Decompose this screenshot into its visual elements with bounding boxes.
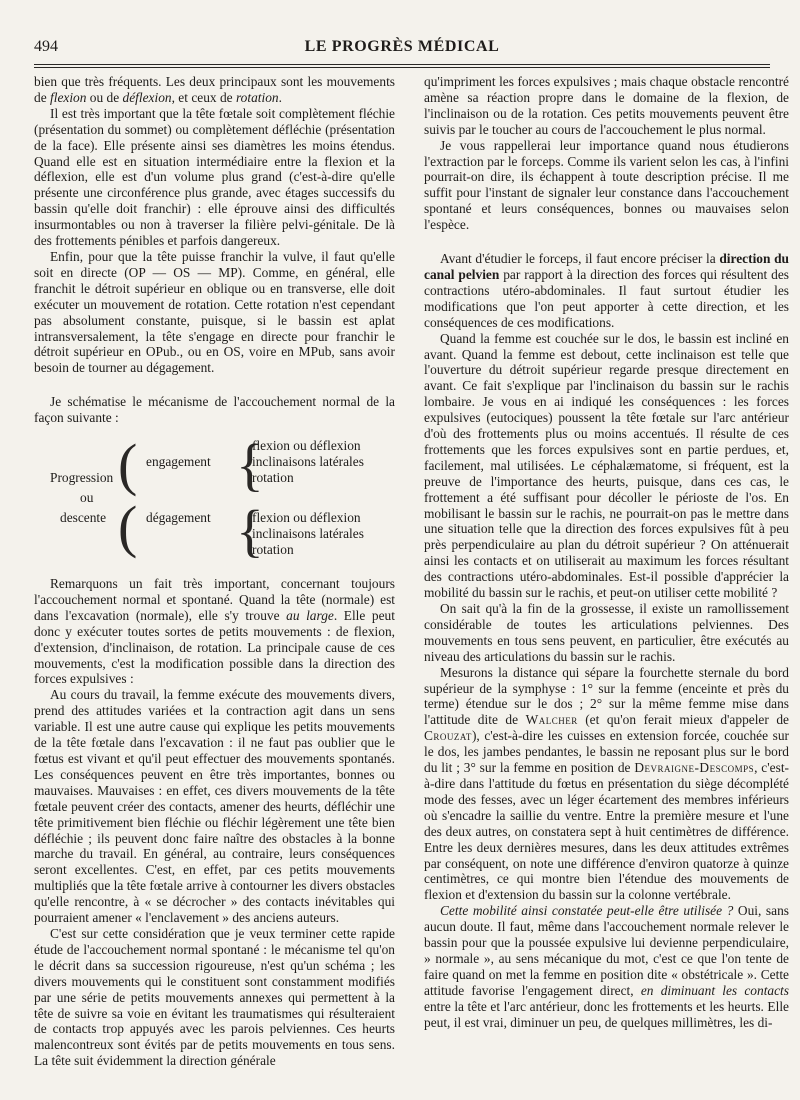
text: bien que très fréquents. Les deux principaux sont les mouvements de bbox=[34, 74, 395, 105]
right-column bbox=[424, 74, 789, 1030]
italic-term: en diminuant les contacts bbox=[640, 982, 789, 998]
scheme-eng-flexion: flexion ou déflexion bbox=[252, 438, 361, 454]
text: . Elle peut donc y exécuter toutes sortes de petits mouvements : de flexion, d'extension, d'inclinaison, de rotation. La principale cause de ces mouvements, c'est la modification possible dans la direction des forces expulsives : bbox=[34, 607, 395, 687]
paragraph bbox=[34, 74, 395, 106]
paragraph: qu'impriment les forces expulsives ; mais chaque obstacle rencontré amène sa réaction propre dans le domaine de la flexion, de l'inclinaison ou de la rotation. Ces petits mouvements peuvent être suivis par le toucher au cours de l'accouchement le plus normal. bbox=[424, 74, 789, 137]
bold-term: direction du canal pelvien bbox=[424, 251, 789, 282]
header-rule bbox=[34, 64, 770, 65]
author-name: Crouzat bbox=[424, 728, 472, 744]
left-column bbox=[34, 74, 395, 1069]
scheme-deg-inclinaisons: inclinaisons latérales bbox=[252, 526, 364, 542]
journal-title: LE PROGRÈS MÉDICAL bbox=[304, 38, 500, 55]
text: . bbox=[278, 89, 282, 105]
text: ), c'est-à-dire les cuisses en extension forcée, couchée sur le dos, les jambes pendantes, le bassin ne reposant plus sur le bord du lit ; 3° sur la femme en position de bbox=[424, 728, 789, 776]
paragraph: Il est très important que la tête fœtale soit complètement fléchie (présentation du sommet) ou complètement défléchie (présentation de la face). Elle présente ainsi ses diamètres les moins étendus. Quand elle est en situation intermédiaire entre la flexion et la déflexion, elle est d'un volume plus grand (c'est-à-dire qu'elle présente une circonférence plus grande, avec étages successifs du bassin qu'elle doit franchir) : elle éprouve ainsi des difficultés insurmontables ou non à traverser la filière pelvi-génitale. De là des frottements pénibles et parfois dangereux. bbox=[34, 105, 395, 249]
text: Mesurons la distance qui sépare la fourchette sternale du bord supérieur de la symphyse : 1° sur la femme (enceinte et près du terme) étendue sur le dos ; 2° sur la même femme mise dans l'attitude dite de bbox=[424, 664, 789, 728]
author-name: Devraigne-Descomps bbox=[634, 760, 755, 776]
text: (et qu'on ferait mieux d'appeler de bbox=[577, 712, 789, 728]
scheme-eng-inclinaisons: inclinaisons latérales bbox=[252, 454, 364, 470]
paragraph: Enfin, pour que la tête puisse franchir la vulve, il faut qu'elle soit en directe (OP — OS — MP). Comme, en général, elle franchit le détroit supérieur en oblique ou en transverse, elle doit exécuter un mouvement de rotation. Cette rotation n'est cependant pas absolument constante, puisque, si le bassin est aplat intransversalement, la tête s'engage en directe pour franchir le détroit supérieur en OPub., ou en OS, voire en MPub, sans avoir besoin de tourner au dégagement. bbox=[34, 248, 395, 376]
paragraph: Je schématise le mécanisme de l'accouchement normal de la façon suivante : bbox=[34, 394, 395, 426]
text: par rapport à la direction des forces qui résultent des contractions utéro-abdominales. Il faut surtout étudier les modifications que l'on peut apporter à cette direction, et les conséquences de ces modifications. bbox=[424, 266, 789, 330]
text: Oui, sans aucun doute. Il faut, même dans l'accouchement normale relever le bassin pour que la poussée expulsive lui devienne perpendiculaire, » normale », au sens mécanique du mot, c'est ce que l'on tente de faire quand on met la femme en position dite « obstétricale ». Cette attitude favorise l'engagement direct, bbox=[424, 903, 789, 998]
italic-term: déflexion bbox=[122, 89, 172, 105]
text: , et ceux de bbox=[171, 89, 236, 105]
paragraph: Quand la femme est couchée sur le dos, le bassin est incliné en avant. Quand la femme est debout, cette inclinaison est telle que l'ouverture du détroit supérieur regarde presque directement en avant. Ce fait s'explique par l'inclinaison du bassin sur le rachis lombaire. Je vous en ai indiqué les conséquences : les forces expulsives (eutociques) poussent la tête fœtale sur l'arc antérieur d'où des frottements plus ou moins accentués. Il résulte de ces frottements que les forces expulsives sont en partie perdues, et, facilement, mal utilisées. Le céphalæmatome, si fréquent, est la preuve de l'importance des heurts, puisque, dans ces cas, le frottement a été suffisant pour décoller le périoste de l'os. En mobilisant le bassin sur le rachis, ne pourrait-on pas le mettre dans une situation telle que la direction des forces expulsives fût à peu près perpendiculaire au plan du détroit supérieur ? On atténuerait ainsi les contacts et on utiliserait au maximum les forces résultant des contractions utéro-abdominales. Est-il possible d'apprécier la mobilité du bassin sur le rachis, et peut-on utiliser cette mobilité ? bbox=[424, 330, 789, 601]
italic-question: Cette mobilité ainsi constatée peut-elle être utilisée ? bbox=[440, 903, 734, 919]
paragraph: Je vous rappellerai leur importance quand nous étudierons l'extraction par le forceps. Comme ils varient selon les cas, à l'infini pourrait-on dire, ils échappent à toute description précise. Il me suffit pour l'instant de signaler leur constance dans l'accouchement spontané et leurs conséquences, bonnes ou mauvaises selon l'espèce. bbox=[424, 137, 789, 233]
text: , c'est-à-dire dans l'attitude du fœtus en présentation du siège décomplété mode des fesses, avec un léger écartement des membres inférieurs où s'encadre la saillie du ventre. Entre la première mesure et l'une des deux autres, on constatera sept à huit centimètres de différence. Entre les deux dernières mesures, dans les deux attitudes extrêmes par conséquent, on note une différence d'environ quatorze à quinze centimètres, ce qui montre bien l'étendue des mouvements de flexion et d'extension du bassin sur la colonne vertébrale. bbox=[424, 760, 789, 903]
scheme-deg-rotation: rotation bbox=[252, 542, 294, 558]
author-name: Walcher bbox=[525, 712, 578, 728]
text: ou de bbox=[86, 89, 123, 105]
paragraph: C'est sur cette considération que je veux terminer cette rapide étude de l'accouchement normal spontané : le mécanisme tel qu'on le décrit dans sa succession rigoureuse, n'est qu'un schéma ; les divers mouvements qui le constituent sont constamment modifiés par une série de petits mouvements annexes qui permettent à la tête de suivre sa voie en évitant les traumatismes qui résulteraient de contacts trop appuyés avec les parois pelviennes. Ces heurts malencontreux sont évités par de petits mouvements en tous sens. La tête suit évidemment la direction générale bbox=[34, 925, 395, 1069]
page-number: 494 bbox=[34, 38, 58, 55]
paragraph: On sait qu'à la fin de la grossesse, il existe un ramollissement considérable de toutes les articulations pelviennes. Des mouvements en tous sens peuvent, en particulier, être exécutés au niveau des articulations du bassin sur le rachis. bbox=[424, 601, 789, 664]
paragraph bbox=[34, 576, 395, 687]
text: entre la tête et l'arc antérieur, donc les frottements et les heurts. Elle peut, il est vrai, diminuer un peu, de quelques millimètres, les di- bbox=[424, 998, 789, 1030]
running-header bbox=[34, 38, 770, 60]
scheme-ou: ou bbox=[80, 490, 94, 506]
header-rule-double bbox=[34, 67, 770, 68]
paragraph bbox=[424, 665, 789, 904]
paragraph bbox=[424, 251, 789, 331]
labor-mechanism-scheme bbox=[34, 432, 395, 564]
scheme-engagement: engagement bbox=[146, 454, 211, 470]
scheme-progression: Progression bbox=[50, 470, 114, 486]
text: Remarquons un fait très important, concernant toujours l'accouchement normal et spontané. Quand la tête (normale) est dans l'excavation (normale), elle s'y trouve bbox=[34, 576, 395, 623]
italic-term: flexion bbox=[50, 89, 87, 105]
brace-left-upper: ( bbox=[118, 432, 138, 498]
brace-degagement: { bbox=[236, 498, 264, 564]
paragraph: Au cours du travail, la femme exécute des mouvements divers, prend des attitudes variées et la contraction agit dans un sens variable. Il est une autre cause qui explique les petits mouvements de la tête fœtale dans l'excavation : il ne faut pas oublier que le fœtus est vivant et qu'il peut effectuer des mouvements spontanés. Les conséquences peuvent en être très importantes, bonnes ou mauvaises. Mauvaises : en effet, ces divers mouvements de la tête fœtale peuvent créer des contacts, amener des heurts, défléchir une tête primitivement bien fléchie ou fléchir légèrement une tête bien défléchie ; ils peuvent donc faire naître des obstacles à la bonne marche du travail. En général, au contraire, leurs conséquences seront excellentes. C'est, en effet, par ces petits mouvements multipliés que la tête fœtale arrive à contourner les divers obstacles qu'elle rencontre, à « se décrocher » des contacts inévitables qui pourraient amener « l'enclavement » des anciens auteurs. bbox=[34, 687, 395, 926]
text: Avant d'étudier le forceps, il faut encore préciser la bbox=[440, 251, 720, 267]
brace-engagement: { bbox=[236, 432, 264, 498]
scheme-degagement: dégagement bbox=[146, 510, 211, 526]
brace-left-lower: ( bbox=[118, 494, 138, 560]
italic-term: au large bbox=[286, 607, 334, 623]
scheme-deg-flexion: flexion ou déflexion bbox=[252, 510, 361, 526]
scheme-eng-rotation: rotation bbox=[252, 470, 294, 486]
scheme-descente: descente bbox=[60, 510, 107, 526]
italic-term: rotation bbox=[235, 89, 279, 105]
paragraph bbox=[424, 903, 789, 1030]
